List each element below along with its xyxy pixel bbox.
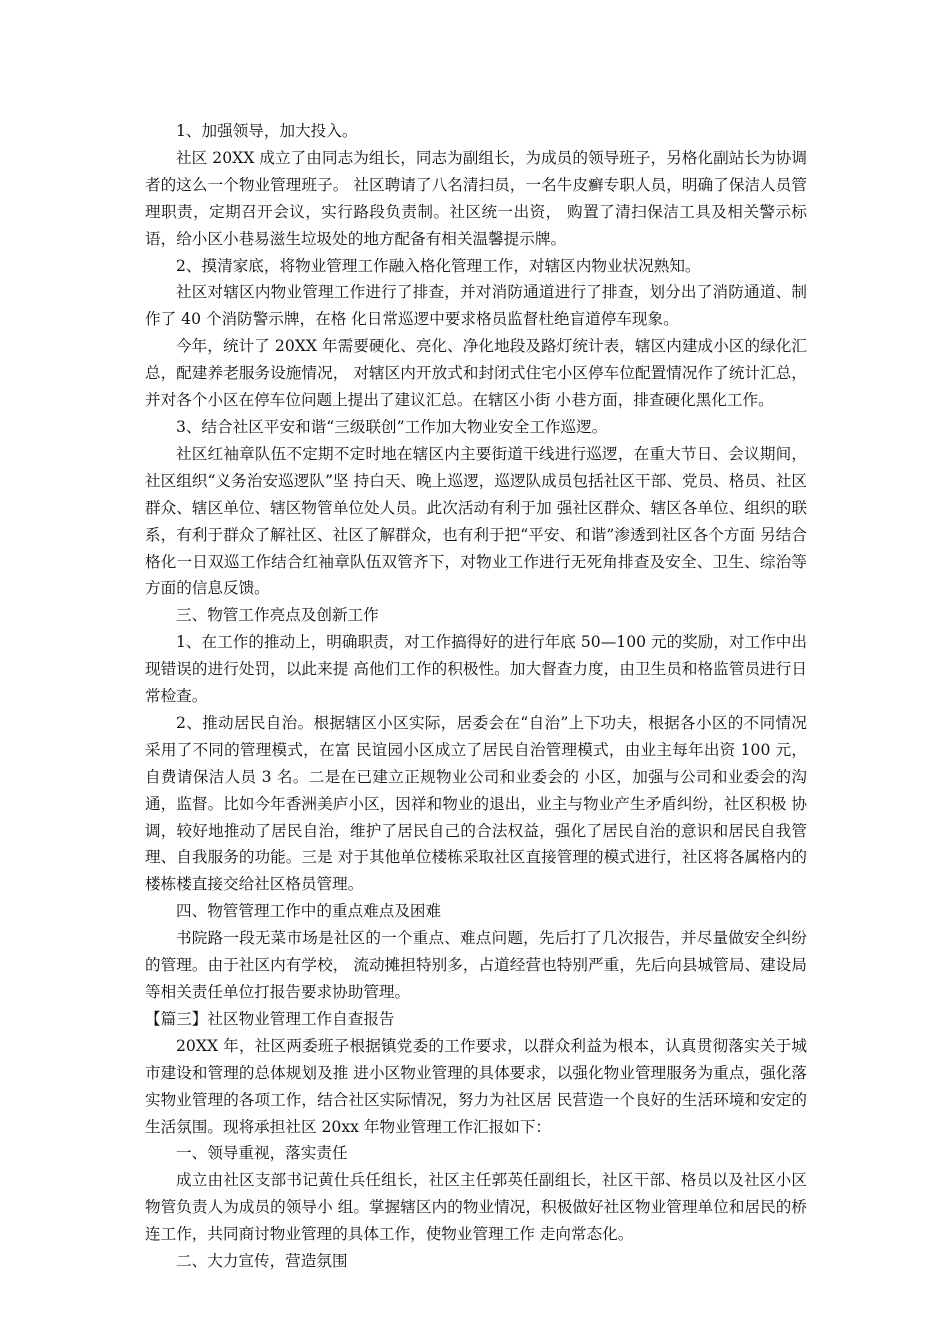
body-paragraph-patrol-team: 社区红袖章队伍不定期不定时地在辖区内主要街道干线进行巡逻，在重大节日、会议期间，社区组织“义务治安巡逻队”坚 持白天、晚上巡逻，巡逻队成员包括社区干部、党员、格员、社区群众、辖区单位、辖区物管单位处人员。此次活动有利于加 强社区群众、辖区各单位、组织的联系，有利于群众了解社区、社区了解群众，也有利于把“平安、和谐”渗透到社区各个方面 另结合格化一日双巡工作结合红袖章队伍双管齐下，对物业工作进行无死角排查及安全、卫生、综治等方面的信息反馈。: [145, 444, 807, 598]
article-title-part-three: 【篇三】社区物业管理工作自查报告: [145, 1009, 395, 1028]
body-paragraph-resident-autonomy: 2、推动居民自治。根据辖区小区实际，居委会在“自治”上下功夫，根据各小区的不同情况采用了不同的管理模式，在富 民谊园小区成立了居民自治管理模式，由业主每年出资 100 元，自费请保洁人员 3 名。二是在已建立正规物业公司和业委会的 小区，加强与公司和业委会的沟通，监督。比如今年香洲美庐小区，因祥和物业的退出，业主与物业产生矛盾纠纷，社区积极 协调，较好地推动了居民自治，维护了居民自己的合法权益，强化了居民自治的意识和居民自我管理、自我服务的功能。三是 对于其他单位楼栋采取社区直接管理的模式进行，社区将各属格内的楼栋楼直接交给社区格员管理。: [145, 713, 807, 894]
section-heading-understand-situation: 2、摸清家底，将物业管理工作融入格化管理工作，对辖区内物业状况熟知。: [176, 256, 701, 275]
section-heading-publicity: 二、大力宣传，营造氛围: [176, 1252, 348, 1271]
document-page: [145, 118, 807, 1275]
section-heading-highlights: 三、物管工作亮点及创新工作: [176, 606, 379, 625]
body-paragraph-annual-report-intro: 20XX 年，社区两委班子根据镇党委的工作要求，以群众利益为根本，认真贯彻落实关于城市建设和管理的总体规划及推 进小区物业管理的具体要求，以强化物业管理服务为重点，强化落实物业管理的各项工作，结合社区实际情况，努力为社区居 民营造一个良好的生活环境和安定的生活氛围。现将承担社区 20xx 年物业管理工作汇报如下：: [145, 1036, 807, 1136]
body-paragraph-leading-group: 成立由社区支部书记黄仕兵任组长，社区主任郭英任副组长，社区干部、格员以及社区小区物管负责人为成员的领导小 组。掌握辖区内的物业情况，积极做好社区物业管理单位和居民的桥连工作，共同商讨物业管理的具体工作，使物业管理工作 走向常态化。: [145, 1171, 807, 1244]
section-heading-safety-patrol: 3、结合社区平安和谐“三级联创”工作加大物业安全工作巡逻。: [176, 417, 608, 436]
body-paragraph-leadership-team: 社区 20XX 成立了由同志为组长，同志为副组长，为成员的领导班子，另格化副站长为协调者的这么一个物业管理班子。 社区聘请了八名清扫员，一名牛皮癣专职人员，明确了保洁人员管理职责，定期召开会议，实行路段负责制。社区统一出资， 购置了清扫保洁工具及相关警示标语，给小区小巷易滋生垃圾处的地方配备有相关温馨提示牌。: [145, 148, 807, 248]
body-paragraph-statistics: 今年，统计了 20XX 年需要硬化、亮化、净化地段及路灯统计表，辖区内建成小区的绿化汇总，配建养老服务设施情况， 对辖区内开放式和封闭式住宅小区停车位配置情况作了统计汇总，并对各个小区在停车位问题上提出了建议汇总。在辖区小街 小巷方面，排查硬化黑化工作。: [145, 337, 807, 410]
section-heading-difficulties: 四、物管管理工作中的重点难点及困难: [176, 902, 442, 921]
body-paragraph-rewards: 1、在工作的推动上，明确职责，对工作搞得好的进行年底 50—100 元的奖励，对工作中出现错误的进行处罚，以此来提 高他们工作的积极性。加大督查力度，由卫生员和格监管员进行日常检查。: [145, 633, 807, 706]
section-heading-leadership-responsibility: 一、领导重视，落实责任: [176, 1144, 348, 1163]
section-heading-strengthen-leadership: 1、加强领导，加大投入。: [176, 122, 358, 140]
body-paragraph-fire-lanes: 社区对辖区内物业管理工作进行了排查，并对消防通道进行了排查，划分出了消防通道、制作了 40 个消防警示牌，在格 化日常巡逻中要求格员监督杜绝盲道停车现象。: [145, 283, 807, 329]
body-paragraph-market-issue: 书院路一段无菜市场是社区的一个重点、难点问题，先后打了几次报告，并尽量做安全纠纷的管理。由于社区内有学校， 流动摊担特别多，占道经营也特别严重，先后向县城管局、建设局等相关责任单位打报告要求协助管理。: [145, 929, 807, 1001]
